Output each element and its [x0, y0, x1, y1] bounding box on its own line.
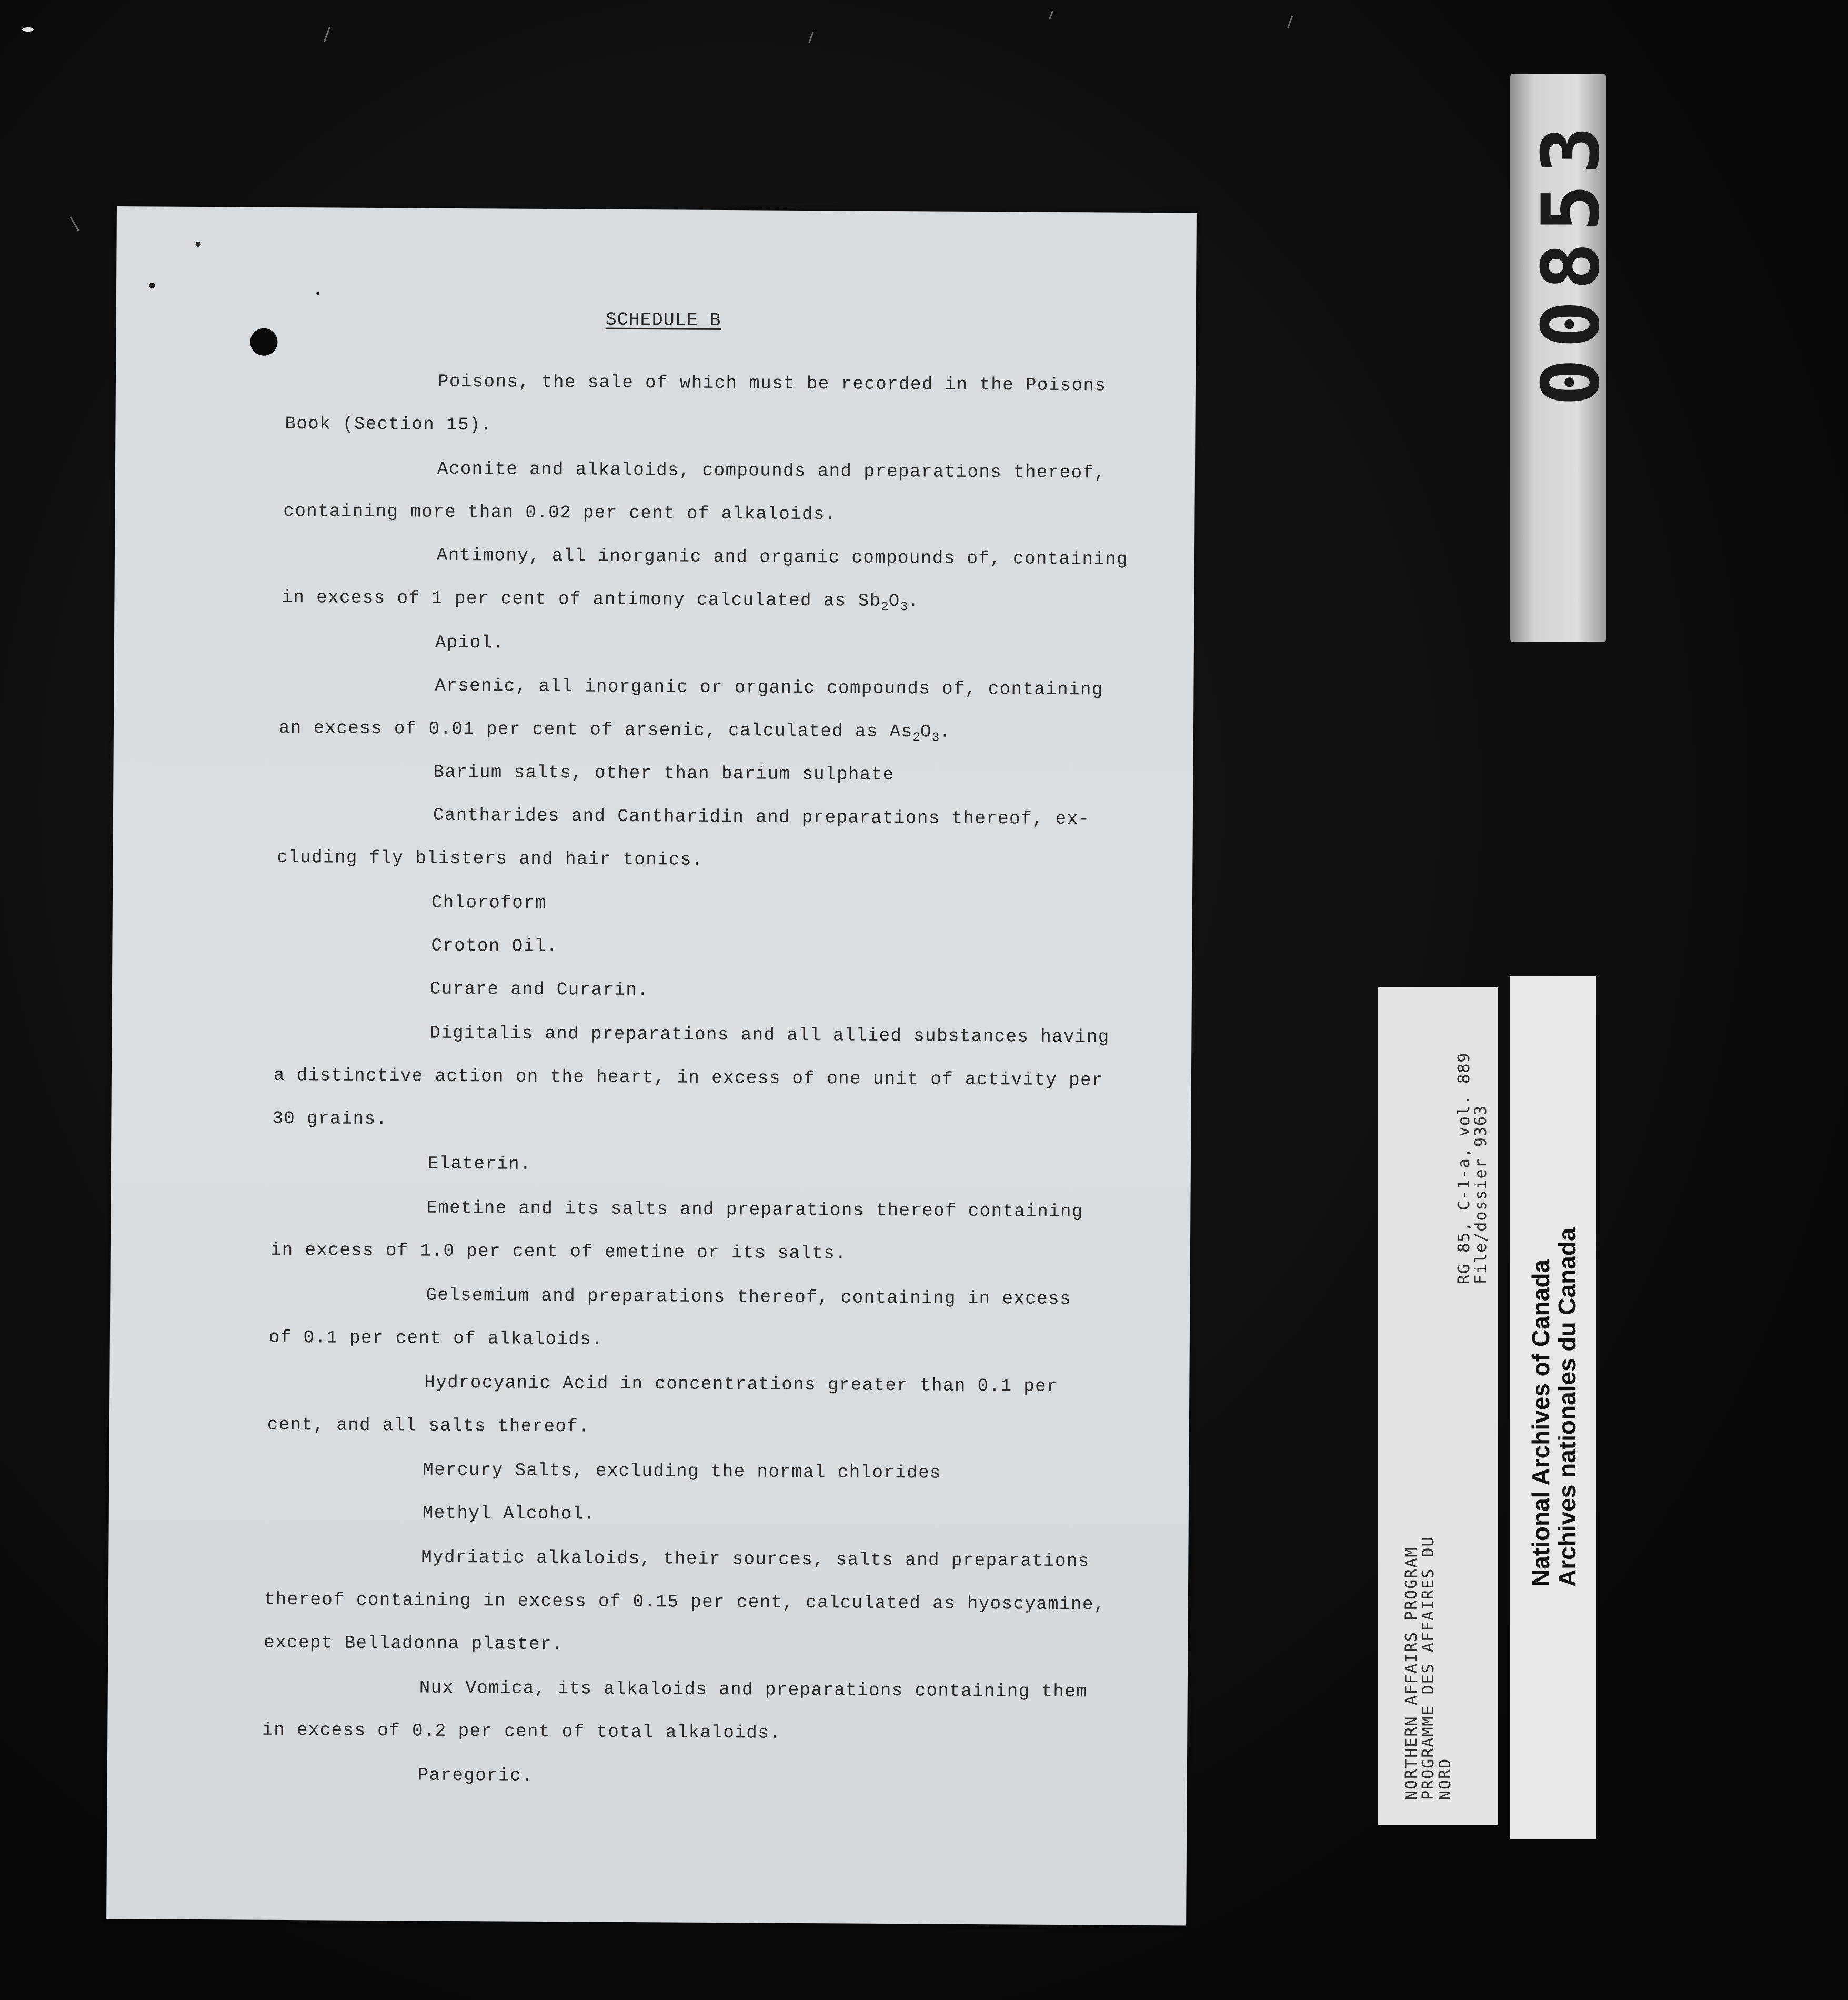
text-line: Digitalis and preparations and all allied substances having — [429, 1023, 1110, 1048]
page-title: SCHEDULE B — [605, 309, 721, 332]
institution-name-fr: Archives nationales du Canada — [1553, 1227, 1581, 1587]
paper-speck — [316, 292, 319, 295]
text-line: Book (Section 15). — [285, 414, 493, 436]
paper-speck — [196, 242, 201, 247]
paper-speck — [149, 283, 155, 288]
text-line: Mydriatic alkaloids, their sources, salts and preparations — [421, 1547, 1090, 1572]
file-dossier-reference: File/dossier 9363 — [1472, 1104, 1490, 1284]
institution-name-en: National Archives of Canada — [1527, 1259, 1554, 1587]
text-line: cluding fly blisters and hair tonics. — [277, 847, 704, 871]
dust-speck — [22, 27, 34, 32]
text-line: Mercury Salts, excluding the normal chlorides — [423, 1460, 942, 1484]
text-line: Hydrocyanic Acid in concentrations greater than 0.1 per — [424, 1373, 1059, 1397]
document-page — [106, 206, 1197, 1925]
text-line: containing more than 0.02 per cent of alkaloids. — [283, 501, 837, 525]
text-line: Paregoric. — [417, 1765, 533, 1786]
text-line: in excess of 1.0 per cent of emetine or its salts. — [270, 1240, 847, 1264]
program-name-en: NORTHERN AFFAIRS PROGRAM — [1402, 1546, 1421, 1800]
text-fragment: in excess of 1 per cent of antimony calculated as — [282, 587, 858, 612]
text-line: Gelsemium and preparations thereof, containing in excess — [426, 1285, 1072, 1310]
text-line: Barium salts, other than barium sulphate — [433, 762, 895, 786]
text-line-with-formula — [279, 718, 951, 745]
frame-number: 00853 — [1525, 116, 1617, 406]
text-fragment: an excess of 0.01 per cent of arsenic, calculated as — [278, 718, 890, 742]
archive-label-left — [1378, 987, 1498, 1825]
program-name-fr: PROGRAMME DES AFFAIRES DU — [1419, 1536, 1438, 1800]
text-line: Antimony, all inorganic and organic compounds of, containing — [436, 545, 1129, 570]
text-line: Elaterin. — [427, 1154, 532, 1175]
text-line: Emetine and its salts and preparations thereof containing — [426, 1198, 1083, 1223]
text-line: Poisons, the sale of which must be recorded in the Poisons — [437, 372, 1107, 396]
formula-sb2o3: $Sb_2O_3$. — [858, 591, 920, 615]
text-line: Curare and Curarin. — [429, 979, 649, 1001]
record-group-reference: RG 85, C-1-a, vol. 889 — [1455, 1052, 1473, 1284]
text-line: cent, and all salts thereof. — [267, 1415, 590, 1437]
text-line: Apiol. — [435, 633, 505, 654]
text-line: Aconite and alkaloids, compounds and preparations thereof, — [437, 459, 1106, 484]
text-line: of 0.1 per cent of alkaloids. — [268, 1327, 604, 1350]
text-line: Methyl Alcohol. — [422, 1503, 596, 1525]
text-line: 30 grains. — [272, 1108, 388, 1130]
text-line: thereof containing in excess of 0.15 per cent, calculated as hyoscyamine, — [264, 1589, 1106, 1615]
text-line: Arsenic, all inorganic or organic compounds of, containing — [435, 676, 1103, 701]
text-line: except Belladonna plaster. — [264, 1633, 564, 1655]
program-name-fr-2: NORD — [1436, 1757, 1454, 1800]
text-line: Croton Oil. — [431, 936, 558, 957]
punch-hole — [250, 328, 277, 356]
text-line: a distinctive action on the heart, in excess of one unit of activity per — [273, 1065, 1104, 1091]
archive-label-right — [1510, 976, 1596, 1839]
text-line-with-formula — [282, 587, 919, 614]
text-line: in excess of 0.2 per cent of total alkaloids. — [262, 1720, 781, 1744]
text-line: Chloroform — [431, 893, 547, 914]
formula-as2o3: $As_2O_3$. — [889, 722, 951, 745]
text-line: Cantharides and Cantharidin and preparations thereof, ex- — [433, 805, 1090, 830]
text-line: Nux Vomica, its alkaloids and preparations containing them — [419, 1678, 1088, 1703]
frame-number-strip — [1510, 74, 1617, 642]
